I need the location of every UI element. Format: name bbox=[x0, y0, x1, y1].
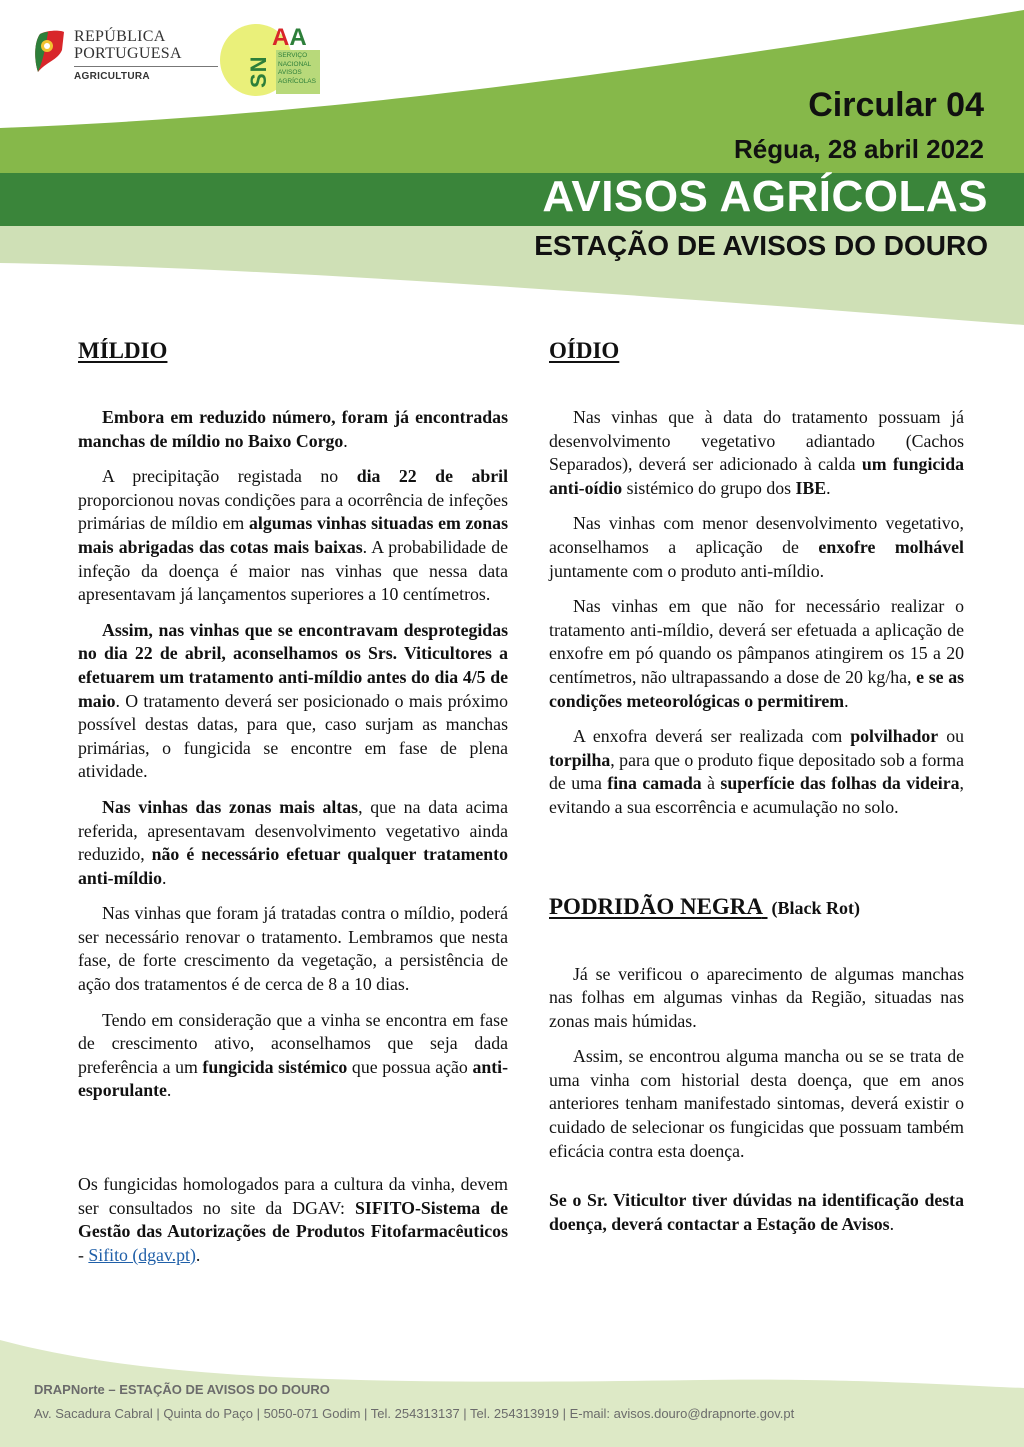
portugal-flag-icon bbox=[34, 30, 64, 72]
sifito-link[interactable]: Sifito (dgav.pt) bbox=[88, 1244, 196, 1265]
oidio-paragraph-3: Nas vinhas em que não for necessário realizar o tratamento anti-míldio, deverá ser efetuada a aplicação de enxofre em pó quando os pâmpanos atingirem os 15 a 20 centímetros, não ultrapassando a dose de 20 kg/ha, e se as condições meteorológicas o permitirem. bbox=[549, 596, 964, 711]
mildio-paragraph-6: Tendo em consideração que a vinha se encontra em fase de crescimento ativo, aconselhamos que seja dada preferência a um fungicida sistémico que possua ação anti-esporulante. bbox=[78, 1009, 508, 1101]
circular-number: Circular 04 bbox=[808, 86, 984, 124]
logo-divider bbox=[74, 66, 218, 67]
logo-line-2: PORTUGUESA bbox=[74, 45, 182, 62]
footer-organization: DRAPNorte – ESTAÇÃO DE AVISOS DO DOURO bbox=[34, 1382, 330, 1397]
page-title: AVISOS AGRÍCOLAS bbox=[542, 172, 988, 221]
circular-date: Régua, 28 abril 2022 bbox=[733, 134, 984, 164]
snaa-sn-text: SN bbox=[246, 55, 271, 88]
podridao-paragraph-2: Assim, se encontrou alguma mancha ou se se trata de uma vinha com historial desta doença, que em anos anteriores tenham manifestado sintomas, deverá existir o cuidado de selecionar os fungicidas que possuam também eficácia contra esta doença. bbox=[549, 1046, 964, 1161]
republica-portuguesa-logo bbox=[34, 28, 194, 92]
podridao-heading: PODRIDÃO NEGRA (Black Rot) bbox=[549, 892, 964, 923]
logo-subtitle: AGRICULTURA bbox=[74, 71, 150, 82]
podridao-paragraph-1: Já se verificou o aparecimento de algumas manchas nas folhas em algumas vinhas da Região, situadas nas zonas mais húmidas. bbox=[549, 963, 964, 1031]
snaa-aa-text: AA bbox=[272, 24, 307, 51]
mildio-paragraph-5: Nas vinhas que foram já tratadas contra o míldio, poderá ser necessário renovar o tratamento. Lembramos que nesta fase, de forte crescimento da vegetação, a persistência de ação dos tratamentos é de cerca de 8 a 10 dias. bbox=[78, 903, 508, 995]
snaa-logo bbox=[216, 22, 326, 100]
fungicide-reference: Os fungicidas homologados para a cultura da vinha, devem ser consultados no site da DGAV: SIFITO-Sistema de Gestão das Autorizações de Produtos Fitofarmacêuticos - Sifito (dgav.pt). bbox=[78, 1174, 509, 1265]
snaa-words: SERVIÇO NACIONAL AVISOS AGRÍCOLAS bbox=[278, 52, 316, 85]
mildio-section bbox=[78, 336, 508, 1279]
mildio-paragraph-3: Assim, nas vinhas que se encontravam desprotegidas no dia 22 de abril, aconselhamos os Srs. Viticultores a efetuarem um tratamento anti-míldio antes do dia 4/5 de maio. O tratamento deverá ser posicionado o mais próximo possível destas datas, para que, caso surjam as manchas primárias, o fungicida se encontre em fase de plena atividade. bbox=[78, 619, 508, 782]
oidio-paragraph-2: Nas vinhas com menor desenvolvimento vegetativo, aconselhamos a aplicação de enxofre molhável juntamente com o produto anti-míldio. bbox=[549, 513, 964, 581]
mildio-paragraph-1: Embora em reduzido número, foram já encontradas manchas de míldio no Baixo Corgo. bbox=[78, 407, 508, 451]
station-name: ESTAÇÃO DE AVISOS DO DOURO bbox=[534, 230, 988, 261]
mildio-heading: MÍLDIO bbox=[78, 338, 168, 363]
oidio-section bbox=[549, 336, 964, 1248]
mildio-paragraph-4: Nas vinhas das zonas mais altas, que na data acima referida, apresentavam desenvolvimento vegetativo ainda reduzido, não é necessário efetuar qualquer tratamento anti-míldio. bbox=[78, 796, 508, 888]
oidio-paragraph-1: Nas vinhas que à data do tratamento possuam já desenvolvimento vegetativo adiantado (Cachos Separados), deverá ser adicionado à calda um fungicida anti-oídio sistémico do grupo dos IBE. bbox=[549, 407, 964, 498]
podridao-contact-note: Se o Sr. Viticultor tiver dúvidas na identificação desta doença, deverá contactar a Estação de Avisos. bbox=[549, 1190, 964, 1234]
oidio-paragraph-4: A enxofra deverá ser realizada com polvilhador ou torpilha, para que o produto fique depositado sob a forma de uma fina camada à superfície das folhas da videira, evitando a sua escorrência e acumulação no solo. bbox=[549, 726, 964, 817]
footer-address: Av. Sacadura Cabral | Quinta do Paço | 5050-071 Godim | Tel. 254313137 | Tel. 254313919 | E-mail: avisos.douro@drapnorte.gov.pt bbox=[34, 1406, 795, 1421]
podridao-subtitle: (Black Rot) bbox=[771, 897, 861, 918]
logo-line-1: REPÚBLICA bbox=[74, 28, 166, 45]
oidio-heading: OÍDIO bbox=[549, 338, 620, 363]
mildio-paragraph-2: A precipitação registada no dia 22 de abril proporcionou novas condições para a ocorrência de infeções primárias de míldio em algumas vinhas situadas em zonas mais abrigadas das cotas mais baixas. A probabilidade de infeção da doença é maior nas vinhas que nessa data apresentavam já lançamentos superiores a 10 centímetros. bbox=[78, 466, 509, 605]
